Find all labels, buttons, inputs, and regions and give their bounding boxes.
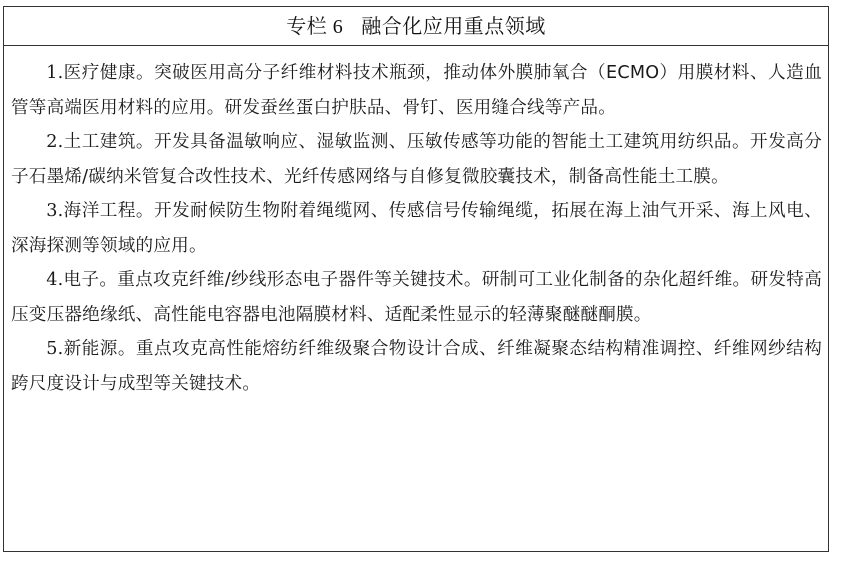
item-text: 突破医用高分子纤维材料技术瓶颈，推动体外膜肺氧合（ECMO）用膜材料、人造血管等高端医用材料的应用。研发蚕丝蛋白护肤品、骨钉、医用缝合线等产品。 <box>11 63 822 118</box>
column-title-text: 融合化应用重点领域 <box>361 14 546 38</box>
column-body <box>4 46 828 401</box>
item-heading: 1.医疗健康。 <box>46 63 155 83</box>
item-marine-engineering <box>11 194 822 263</box>
item-text: 开发具备温敏响应、湿敏监测、压敏传感等功能的智能土工建筑用纺织品。开发高分子石墨烯/碳纳米管复合改性技术、光纤传感网络与自修复微胶囊技术，制备高性能土工膜。 <box>11 132 823 187</box>
item-text: 开发耐候防生物附着绳缆网、传感信号传输绳缆，拓展在海上油气开采、海上风电、深海探测等领域的应用。 <box>11 201 823 256</box>
item-text: 重点攻克高性能熔纺纤维级聚合物设计合成、纤维凝聚态结构精准调控、纤维网纱结构跨尺度设计与成型等关键技术。 <box>11 339 822 394</box>
item-new-energy <box>11 332 822 401</box>
item-electronics <box>11 263 822 332</box>
column-box <box>3 6 829 552</box>
column-title <box>4 7 828 46</box>
item-heading: 4.电子。 <box>46 270 118 290</box>
item-heading: 3.海洋工程。 <box>46 201 154 221</box>
item-medical-health <box>11 56 822 125</box>
column-number: 专栏 6 <box>286 16 344 38</box>
item-text: 重点攻克纤维/纱线形态电子器件等关键技术。研制可工业化制备的杂化超纤维。研发特高压变压器绝缘纸、高性能电容器电池隔膜材料、适配柔性显示的轻薄聚醚醚酮膜。 <box>11 270 822 325</box>
item-heading: 5.新能源。 <box>46 339 136 359</box>
item-heading: 2.土工建筑。 <box>46 132 154 152</box>
item-civil-engineering <box>11 125 822 194</box>
